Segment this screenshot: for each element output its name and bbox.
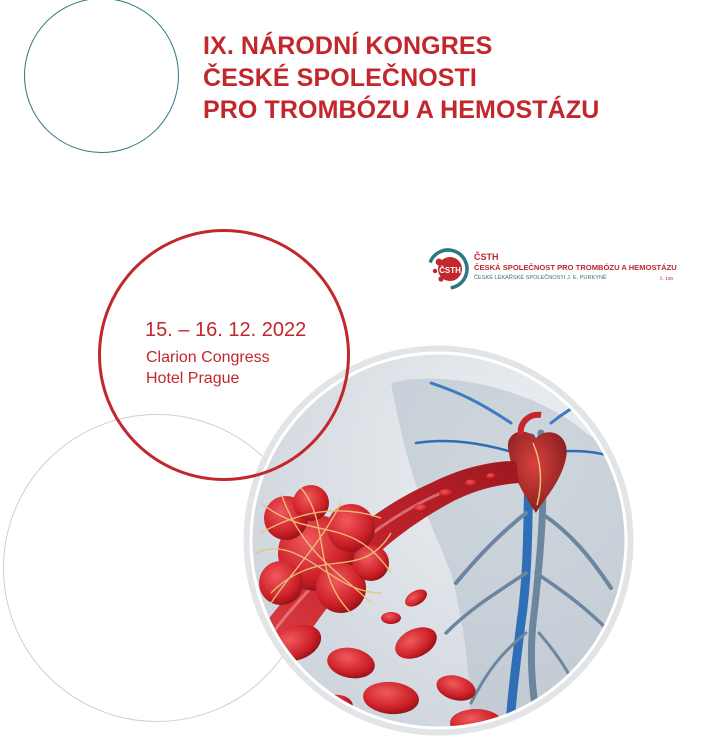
svg-text:ČSTH: ČSTH [439, 266, 461, 275]
decorative-circle-teal [24, 0, 179, 153]
csth-logo-mark-icon [426, 247, 470, 291]
logo-number: č. 100 [660, 277, 674, 282]
venue-line-2: Hotel Prague [146, 370, 240, 387]
title-line-1: IX. NÁRODNÍ KONGRES [203, 32, 493, 60]
event-date: 15. – 16. 12. 2022 [145, 319, 307, 341]
event-venue [146, 347, 270, 389]
csth-logo [426, 247, 696, 297]
logo-abbreviation: ČSTH [474, 252, 499, 262]
title-line-2: ČESKÉ SPOLEČNOSTI [203, 64, 477, 92]
logo-subline: ČESKÉ LÉKAŘSKÉ SPOLEČNOSTI J. E. PURKYNĚ [474, 275, 607, 281]
venue-line-1: Clarion Congress [146, 349, 270, 366]
logo-society-name: ČESKÁ SPOLEČNOST PRO TROMBÓZU A HEMOSTÁZU [474, 263, 677, 272]
congress-title [203, 30, 693, 126]
title-line-3: PRO TROMBÓZU A HEMOSTÁZU [203, 96, 600, 124]
